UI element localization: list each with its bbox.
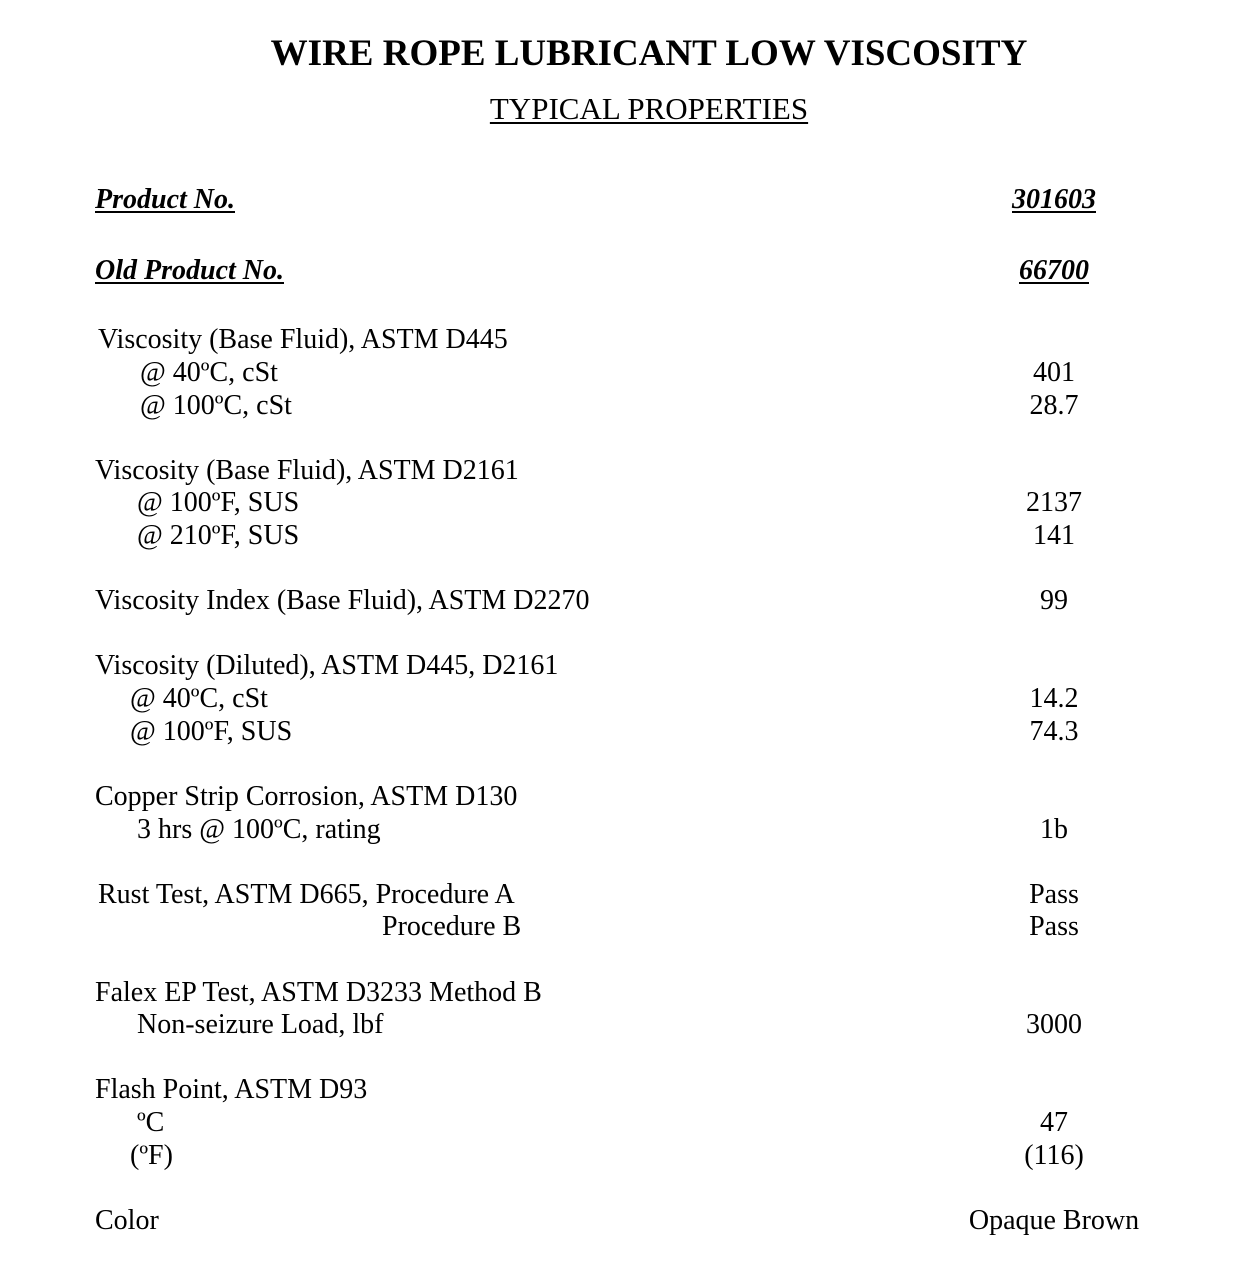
viscosity-d445-100c-label: @ 100ºC, cSt: [140, 390, 292, 421]
viscosity-d2161-210f-value: 141: [1033, 520, 1075, 551]
viscosity-diluted-100f-value: 74.3: [1029, 716, 1079, 747]
flash-point-celsius-value: 47: [1040, 1107, 1068, 1138]
falex-ep-load-label: Non-seizure Load, lbf: [137, 1009, 384, 1040]
rust-test-label: Rust Test, ASTM D665, Procedure A: [98, 879, 515, 910]
old-product-number-value: 66700: [1019, 255, 1089, 286]
falex-ep-load-value: 3000: [1026, 1009, 1082, 1040]
viscosity-diluted-40c-label: @ 40ºC, cSt: [130, 683, 268, 714]
product-number-value: 301603: [1012, 184, 1096, 215]
flash-point-fahrenheit-value: (116): [1024, 1140, 1084, 1171]
viscosity-index-value: 99: [1040, 585, 1068, 616]
viscosity-d445-40c-value: 401: [1033, 357, 1075, 388]
viscosity-d445-40c-label: @ 40ºC, cSt: [140, 357, 278, 388]
flash-point-label: Flash Point, ASTM D93: [95, 1074, 368, 1105]
rust-test-procedure-a-value: Pass: [1029, 879, 1079, 910]
viscosity-d2161-label: Viscosity (Base Fluid), ASTM D2161: [95, 455, 519, 486]
viscosity-index-label: Viscosity Index (Base Fluid), ASTM D2270: [95, 585, 590, 616]
rust-test-procedure-b-label: Procedure B: [382, 911, 522, 942]
product-number-label: Product No.: [95, 184, 235, 215]
rust-test-procedure-b-value: Pass: [1029, 911, 1079, 942]
document-title: WIRE ROPE LUBRICANT LOW VISCOSITY: [270, 33, 1028, 74]
viscosity-diluted-40c-value: 14.2: [1029, 683, 1079, 714]
viscosity-diluted-label: Viscosity (Diluted), ASTM D445, D2161: [95, 650, 559, 681]
copper-strip-label: Copper Strip Corrosion, ASTM D130: [95, 781, 518, 812]
copper-strip-rating-label: 3 hrs @ 100ºC, rating: [137, 814, 381, 845]
falex-ep-label: Falex EP Test, ASTM D3233 Method B: [95, 977, 542, 1008]
copper-strip-rating-value: 1b: [1040, 814, 1068, 845]
flash-point-fahrenheit-label: (ºF): [130, 1140, 173, 1171]
old-product-number-label: Old Product No.: [95, 255, 284, 286]
viscosity-diluted-100f-label: @ 100ºF, SUS: [130, 716, 293, 747]
viscosity-d2161-100f-value: 2137: [1026, 487, 1082, 518]
viscosity-d2161-100f-label: @ 100ºF, SUS: [137, 487, 300, 518]
viscosity-d2161-210f-label: @ 210ºF, SUS: [137, 520, 300, 551]
color-label: Color: [95, 1205, 159, 1236]
viscosity-d445-100c-value: 28.7: [1029, 390, 1079, 421]
flash-point-celsius-label: ºC: [137, 1107, 165, 1138]
document-subtitle: TYPICAL PROPERTIES: [489, 91, 809, 126]
color-value: Opaque Brown: [968, 1205, 1140, 1236]
viscosity-d445-label: Viscosity (Base Fluid), ASTM D445: [98, 324, 508, 355]
